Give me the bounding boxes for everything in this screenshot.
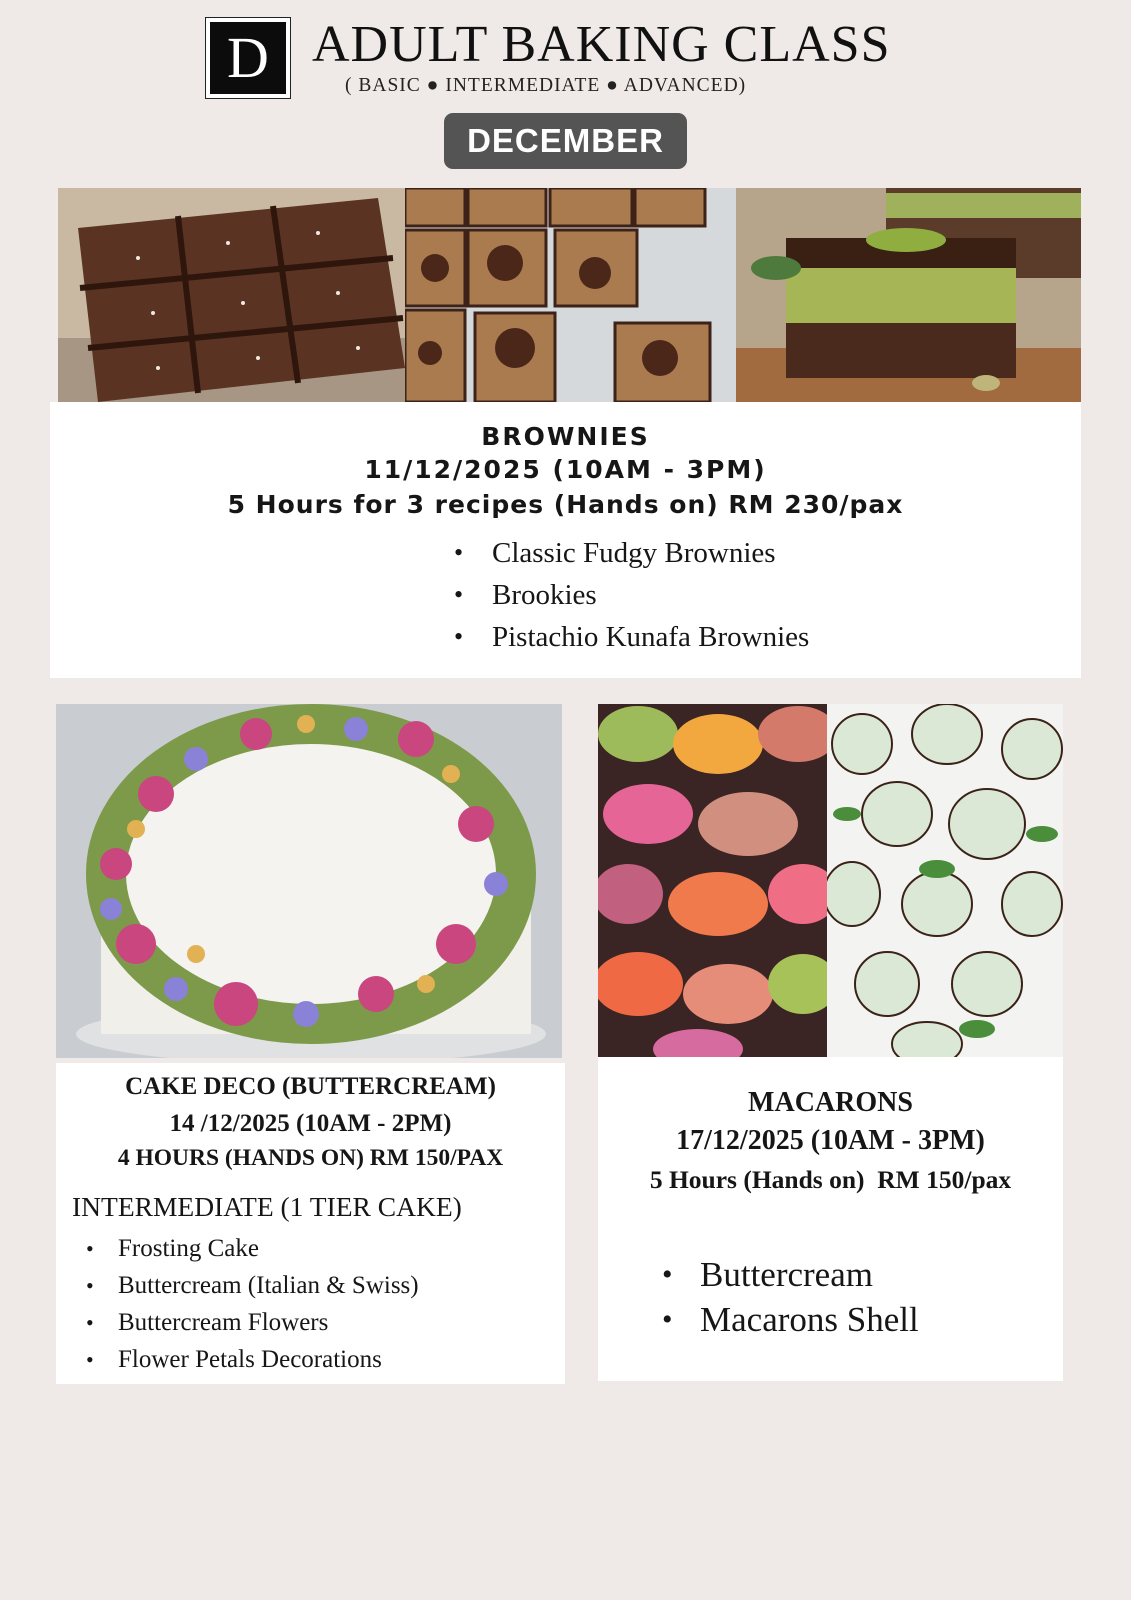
macarons-class-card [598,1057,1063,1381]
page-subtitle: ( BASIC ● INTERMEDIATE ● ADVANCED) [345,75,747,96]
buttercream-flower-cake-photo [56,704,562,1058]
logo-letter: D [210,22,286,94]
class-date: 11/12/2025 (10AM - 3PM) [364,455,767,484]
list-item: • Buttercream Flowers [118,1304,419,1341]
class-date: 14 /12/2025 (10AM - 2PM) [169,1110,452,1137]
mint-chocolate-macarons-photo [827,704,1063,1057]
classic-fudgy-brownies-photo [58,188,405,402]
topic-list [118,1230,419,1378]
class-hours-price: 4 HOURS (HANDS ON) RM 150/PAX [117,1145,504,1171]
brand-logo [205,17,291,99]
pistachio-brownie-photo [736,188,1081,402]
class-name: BROWNIES [481,422,650,451]
brookies-photo [405,188,736,402]
list-item: • Flower Petals Decorations [118,1341,419,1378]
class-level: INTERMEDIATE (1 TIER CAKE) [72,1191,462,1222]
recipe-list [440,532,809,658]
class-hours-price: 5 Hours (Hands on) RM 150/pax [649,1165,1012,1194]
class-date: 17/12/2025 (10AM - 3PM) [676,1125,985,1156]
month-label: DECEMBER [467,122,664,159]
list-item: • Pistachio Kunafa Brownies [492,616,809,658]
class-hours-price: 5 Hours for 3 recipes (Hands on) RM 230/pax [227,490,904,519]
month-badge [444,113,687,169]
cake-deco-class-card [56,1063,565,1384]
list-item: • Classic Fudgy Brownies [492,532,809,574]
brownies-class-card [50,402,1081,678]
list-item: • Buttercream (Italian & Swiss) [118,1267,419,1304]
list-item: • Macarons Shell [700,1297,919,1342]
page-title: ADULT BAKING CLASS [312,16,891,73]
class-name: CAKE DECO (BUTTERCREAM) [125,1073,496,1100]
topic-list [700,1252,919,1342]
class-name: MACARONS [748,1087,913,1118]
list-item: • Buttercream [700,1252,919,1297]
colorful-macarons-photo [598,704,827,1057]
list-item: • Brookies [492,574,809,616]
list-item: • Frosting Cake [118,1230,419,1267]
